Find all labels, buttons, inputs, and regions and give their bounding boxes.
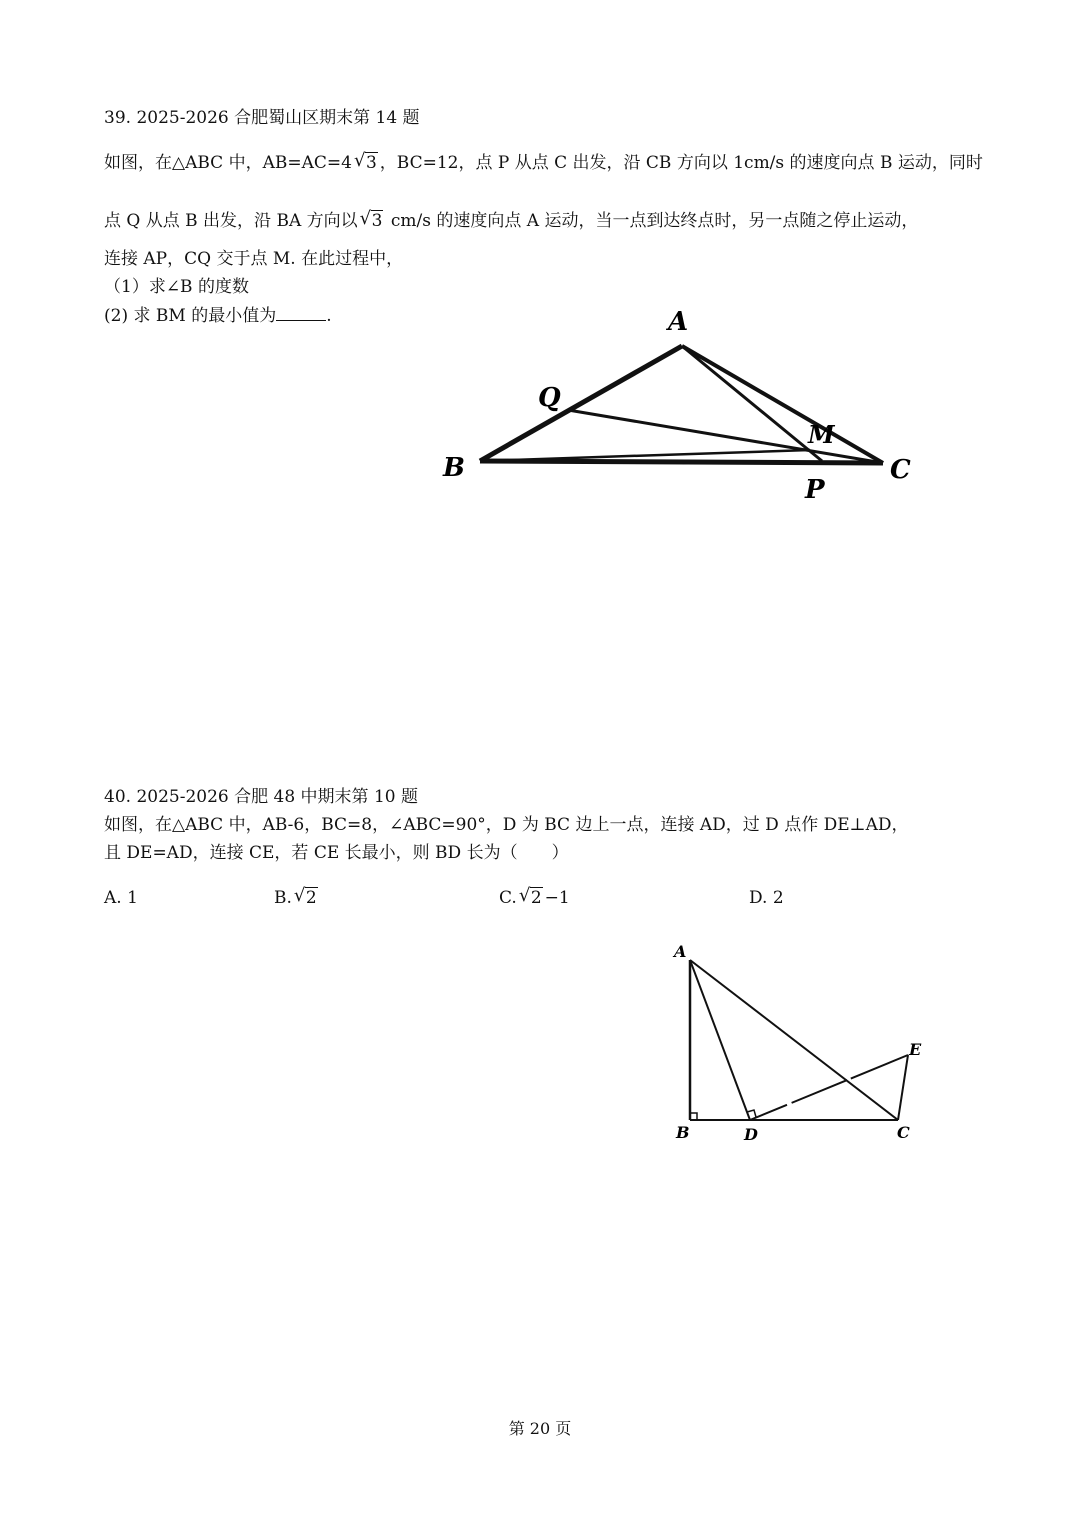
label-P: P	[805, 475, 825, 505]
label-B: B	[676, 1123, 690, 1142]
sqrt-symbol: √ 2	[293, 885, 317, 908]
q40-heading: 40. 2025-2026 合肥 48 中期末第 10 题	[104, 787, 418, 807]
label-M: M	[808, 420, 835, 449]
q40-text-line1: 如图，在△ABC 中，AB-6，BC=8，∠ABC=90°，D 为 BC 边上一点，连接 AD，过 D 点作 DE⊥AD，	[104, 815, 909, 835]
segment-AB	[480, 346, 682, 461]
segment-CE	[898, 1055, 908, 1120]
sqrt-symbol: √ 2	[518, 885, 542, 908]
label-C: C	[897, 1123, 910, 1142]
q40-option-a: A. 1	[104, 888, 138, 908]
label-Q: Q	[538, 383, 561, 413]
q39-triangle-figure	[430, 300, 930, 520]
q39-heading: 39. 2025-2026 合肥蜀山区期末第 14 题	[104, 108, 420, 128]
label-D: D	[744, 1125, 758, 1144]
label-C: C	[890, 455, 911, 485]
segment-AP	[682, 346, 822, 461]
label-E: E	[909, 1040, 922, 1059]
q40-option-d: D. 2	[749, 888, 784, 908]
q40-triangle-figure	[660, 935, 940, 1155]
q39-subquestion-2: (2) 求 BM 的最小值为 .	[104, 306, 332, 326]
page-number: 第 20 页	[508, 1419, 572, 1438]
q39-text-line1: 如图，在△ABC 中，AB=AC=4 √ 3 ，BC=12，点 P 从点 C 出发，沿 CB 方向以 1cm/s 的速度向点 B 运动，同时	[104, 150, 983, 173]
sqrt-symbol: √ 3	[359, 208, 383, 231]
q40-text-line2: 且 DE=AD，连接 CE，若 CE 长最小，则 BD 长为（ ）	[104, 843, 569, 863]
label-A: A	[674, 942, 687, 961]
q39-subquestion-1: （1）求∠B 的度数	[104, 277, 249, 297]
q39-text-line2: 点 Q 从点 B 出发，沿 BA 方向以 √ 3 cm/s 的速度向点 A 运动，当一点到达终点时，另一点随之停止运动，	[104, 208, 919, 231]
q39-text-line3: 连接 AP，CQ 交于点 M. 在此过程中，	[104, 249, 404, 269]
label-B: B	[443, 453, 465, 483]
segment-BC	[480, 461, 883, 463]
q40-option-c: C. √ 2 −1	[499, 885, 570, 908]
label-A: A	[668, 307, 689, 337]
answer-blank	[276, 304, 326, 321]
q40-option-b: B. √ 2	[274, 885, 317, 908]
sqrt-symbol: √ 3	[353, 150, 377, 173]
segment-AC	[690, 960, 898, 1120]
